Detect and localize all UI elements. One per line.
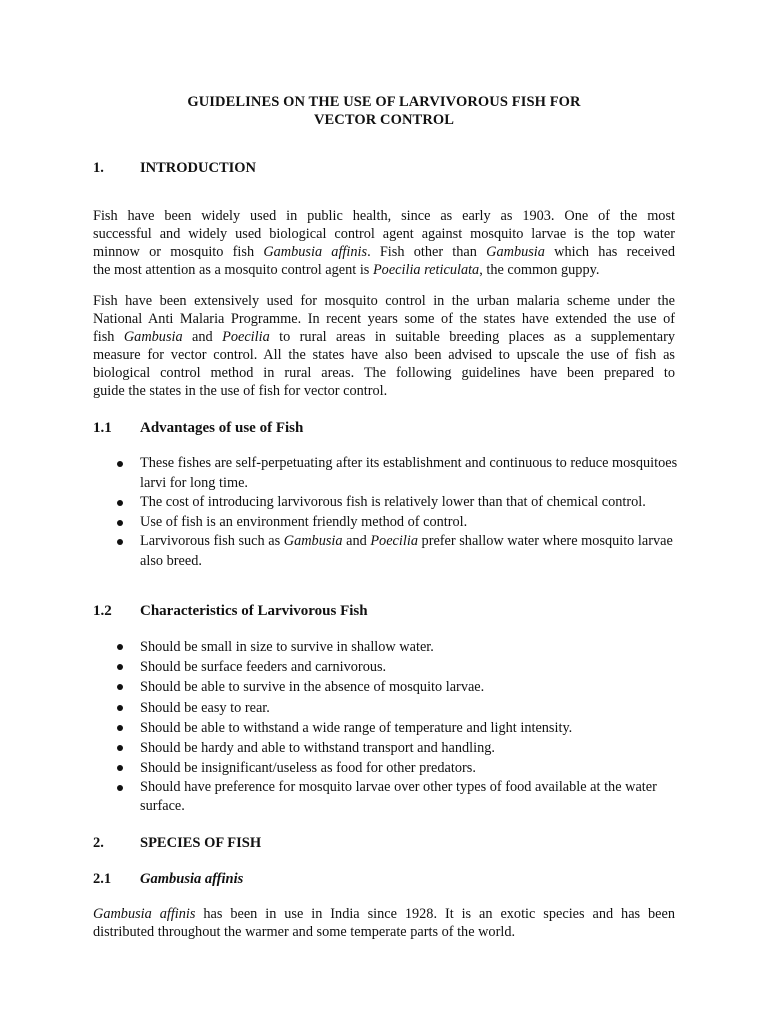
intro-paragraph-2	[93, 292, 675, 400]
paragraph-line: measure for vector control. All the states have also been advised to upscale the use of fish as	[93, 347, 675, 363]
characteristics-list	[116, 637, 686, 816]
list-item	[116, 718, 686, 738]
list-item-text: Should be insignificant/useless as food for other predators.	[140, 760, 476, 777]
bullet-icon	[117, 725, 123, 731]
gambusia-paragraph	[93, 905, 675, 941]
list-item-text: The cost of introducing larvivorous fish is relatively lower than that of chemical control.	[140, 494, 646, 510]
italic-species: Gambusia	[486, 244, 545, 260]
text-run: and	[182, 329, 223, 345]
bullet-icon	[117, 705, 123, 711]
bullet-icon	[117, 644, 123, 650]
section-number: 1.2	[93, 603, 112, 619]
list-item-text: Should be small in size to survive in shallow water.	[140, 639, 434, 655]
text-run: minnow or mosquito fish	[93, 244, 264, 260]
text-run: . Fish other than	[367, 244, 487, 260]
list-item-text: prefer shallow water where mosquito larvae also breed.	[140, 533, 673, 569]
section-title: INTRODUCTION	[140, 160, 257, 176]
italic-species: Poecilia reticulata	[372, 262, 480, 278]
section-number: 2.	[93, 835, 104, 851]
bullet-icon	[117, 684, 123, 690]
list-item	[116, 513, 686, 533]
italic-species: Poecilia	[222, 329, 270, 345]
list-item	[116, 493, 686, 513]
list-item-text: Should be hardy and able to withstand transport and handling.	[140, 740, 495, 757]
section-title: Advantages of use of Fish	[140, 420, 304, 436]
list-item-text: Should have preference for mosquito larvae over other types of food available at the water surface.	[140, 779, 657, 815]
list-item-text: These fishes are self-perpetuating after its establishment and continuous to reduce mosquitoes larvi for long time.	[140, 455, 678, 491]
paragraph-line	[93, 261, 675, 279]
list-item	[116, 738, 686, 758]
section-title: Gambusia affinis	[140, 871, 244, 887]
text-run: has been in use in India since 1928. It is an exotic species and has been	[195, 906, 676, 922]
bullet-icon	[117, 539, 123, 545]
text-run: the most attention as a mosquito control agent is	[93, 262, 373, 278]
text-run: to rural areas in suitable breeding places as a supplementary	[269, 329, 675, 345]
list-item-text: Should be able to survive in the absence of mosquito larvae.	[140, 679, 485, 696]
list-item	[116, 677, 686, 697]
list-item	[116, 532, 686, 571]
bullet-icon	[117, 745, 123, 751]
text-run: , the common guppy.	[479, 262, 600, 278]
bullet-icon	[117, 520, 123, 526]
bullet-icon	[117, 500, 123, 506]
list-item	[116, 637, 686, 657]
italic-species: Poecilia	[370, 533, 418, 549]
list-item	[116, 758, 686, 778]
paragraph-line: Fish have been extensively used for mosquito control in the urban malaria scheme under the	[93, 293, 675, 309]
section-number: 1.1	[93, 420, 112, 436]
section-number: 1.	[93, 160, 104, 176]
advantages-list	[116, 454, 686, 571]
bullet-icon	[117, 785, 123, 791]
italic-species: Gambusia affinis	[263, 244, 368, 260]
paragraph-line: biological control method in rural areas. The following guidelines have been prepared to	[93, 365, 675, 381]
paragraph-line: National Anti Malaria Programme. In recent years some of the states have extended the use of	[93, 311, 675, 327]
list-item	[116, 454, 686, 493]
list-item-text: Use of fish is an environment friendly method of control.	[140, 513, 468, 530]
list-item-text: Should be surface feeders and carnivorous.	[140, 659, 387, 676]
list-item	[116, 778, 686, 816]
paragraph-line: guide the states in the use of fish for vector control.	[93, 383, 388, 399]
list-item-text: and	[342, 533, 371, 549]
bullet-icon	[117, 765, 123, 771]
bullet-icon	[117, 461, 123, 467]
section-number: 2.1	[93, 871, 112, 887]
list-item-text: Should be able to withstand a wide range of temperature and light intensity.	[140, 719, 573, 736]
list-item	[116, 657, 686, 677]
title-line-1: GUIDELINES ON THE USE OF LARVIVOROUS FISH FOR	[187, 94, 581, 110]
bullet-icon	[117, 664, 123, 670]
italic-species: Gambusia	[123, 329, 183, 345]
paragraph-line: successful and widely used biological control agent against mosquito larvae is the top water	[93, 226, 675, 242]
paragraph-line: Fish have been widely used in public health, since as early as 1903. One of the most	[93, 208, 675, 224]
list-item-text: Should be easy to rear.	[140, 699, 270, 716]
italic-species: Gambusia affinis	[93, 906, 196, 922]
title-line-2: VECTOR CONTROL	[313, 112, 455, 128]
document-title	[0, 93, 768, 129]
section-title: SPECIES OF FISH	[140, 835, 262, 851]
list-item	[116, 698, 686, 718]
section-title: Characteristics of Larvivorous Fish	[140, 603, 368, 619]
italic-species: Gambusia	[283, 533, 343, 549]
list-item-text: Larvivorous fish such as	[140, 533, 284, 549]
paragraph-line	[93, 328, 675, 346]
paragraph-line: distributed throughout the warmer and some temperate parts of the world.	[93, 924, 516, 940]
text-run: fish	[93, 329, 124, 345]
paragraph-line	[93, 905, 675, 923]
paragraph-line	[93, 243, 675, 261]
intro-paragraph-1	[93, 207, 675, 279]
text-run: which has received	[544, 244, 675, 260]
